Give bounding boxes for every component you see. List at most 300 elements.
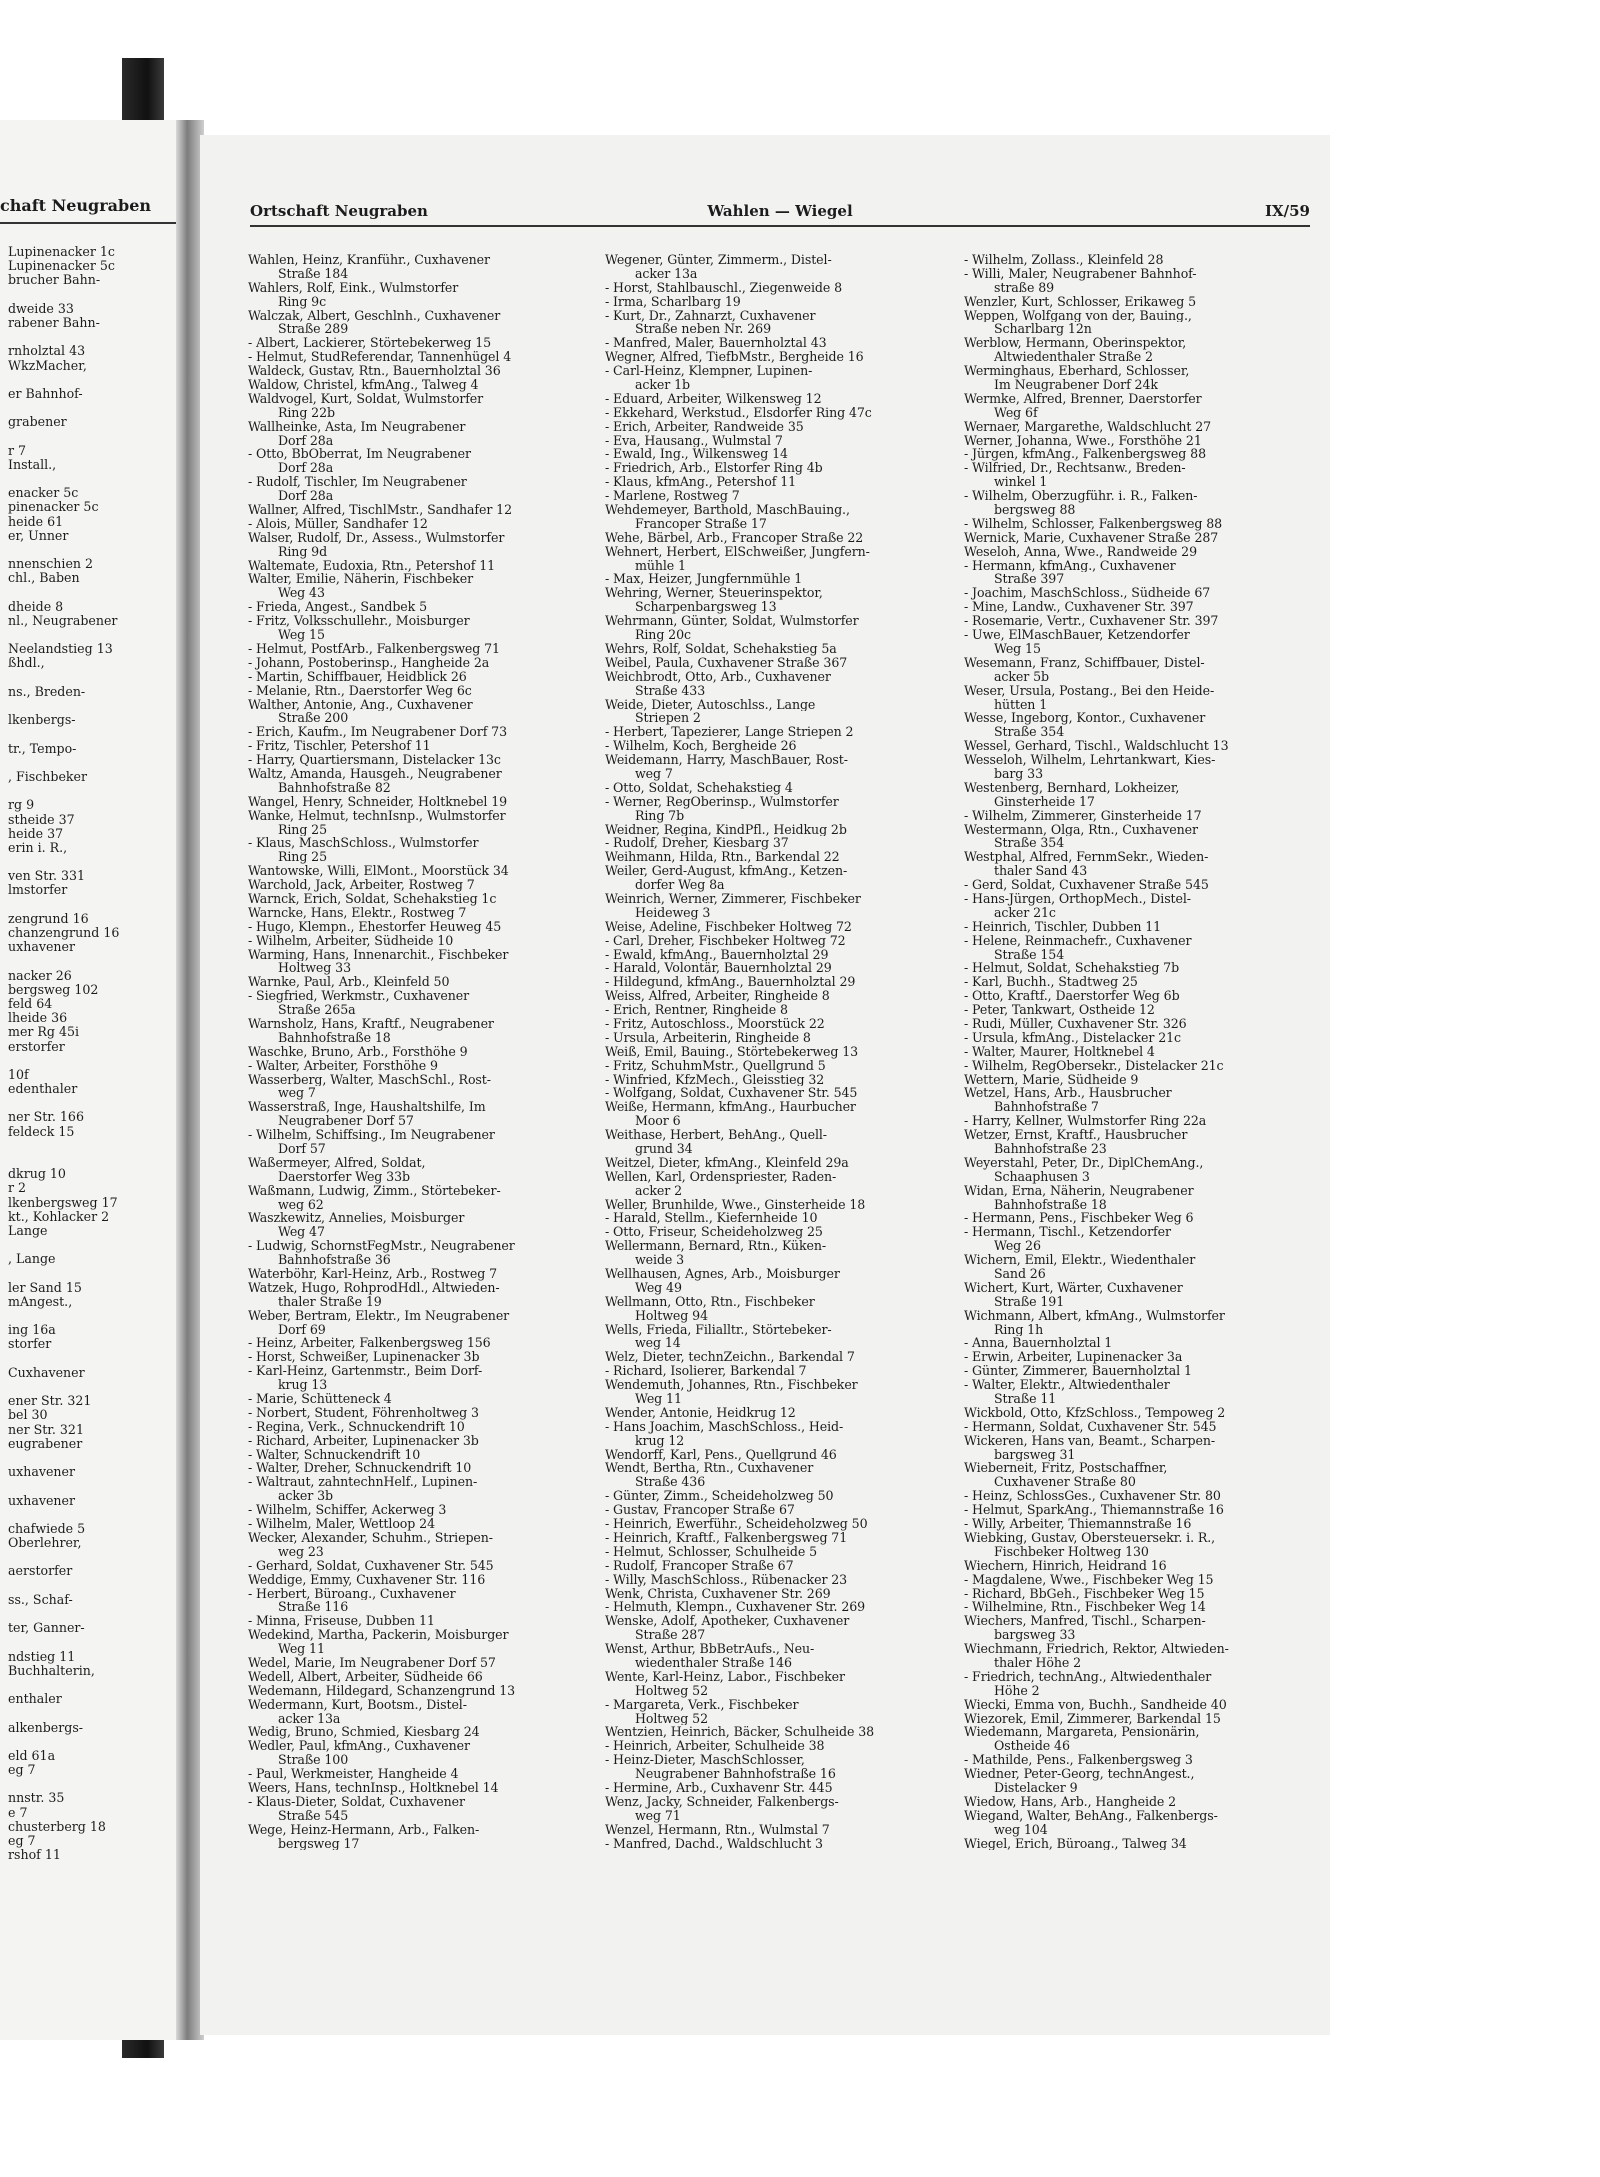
entry-continuation: mühle 1 — [635, 558, 686, 573]
directory-entry: - Hermann, Tischl., Ketzendorfer — [964, 1225, 1171, 1240]
directory-entry: - Werner, RegOberinsp., Wulmstorfer — [605, 794, 839, 809]
left-page-line — [8, 373, 178, 387]
directory-entry: - Helmut, SparkAng., Thiemannstraße 16 — [964, 1503, 1224, 1518]
entry-continuation: Holtweg 94 — [635, 1308, 708, 1323]
left-page-line: grabener — [8, 415, 67, 430]
directory-entry: Wecker, Alexander, Schuhm., Striepen- — [248, 1530, 493, 1545]
directory-entry: - Klaus, MaschSchloss., Wulmstorfer — [248, 836, 479, 851]
left-page-line — [8, 1267, 178, 1281]
entry-continuation: Bahnhofstraße 82 — [278, 780, 391, 795]
directory-entry: - Wilhelm, Maler, Wettloop 24 — [248, 1517, 435, 1531]
directory-entry: - Rosemarie, Vertr., Cuxhavener Str. 397 — [964, 614, 1219, 629]
directory-entry: Weise, Adeline, Fischbeker Holtweg 72 — [605, 919, 852, 934]
directory-entry: Warchold, Jack, Arbeiter, Rostweg 7 — [248, 878, 475, 892]
directory-entry: - Horst, Schweißer, Lupinenacker 3b — [248, 1350, 480, 1365]
left-page-line: nacker 26 — [8, 968, 72, 983]
entry-continuation: Weg 26 — [994, 1239, 1041, 1254]
directory-entry: Weber, Bertram, Elektr., Im Neugrabener — [248, 1308, 510, 1323]
directory-column-1 — [248, 253, 590, 1850]
directory-entry: - Heinz, Arbeiter, Falkenbergsweg 156 — [248, 1336, 491, 1351]
entry-continuation: Straße 11 — [994, 1392, 1057, 1406]
directory-entry: - Wilhelm, Schlosser, Falkenbergsweg 88 — [964, 516, 1223, 531]
directory-entry: Wedler, Paul, kfmAng., Cuxhavener — [248, 1739, 470, 1754]
entry-continuation: Straße 184 — [278, 266, 349, 281]
directory-entry: Wenst, Arthur, BbBetrAufs., Neu- — [605, 1642, 815, 1656]
directory-entry: Wiebking, Gustav, Obersteuersekr. i. R., — [964, 1530, 1216, 1545]
directory-entry: - Friedrich, technAng., Altwiedenthaler — [964, 1669, 1212, 1684]
entry-continuation: Ring 22b — [278, 405, 335, 420]
directory-entry: Wedekind, Martha, Packerin, Moisburger — [248, 1628, 509, 1643]
directory-entry: - Otto, Kraftf., Daerstorfer Weg 6b — [964, 989, 1180, 1004]
directory-entry: Wente, Karl-Heinz, Labor., Fischbeker — [605, 1669, 845, 1684]
directory-entry: Wellhausen, Agnes, Arb., Moisburger — [605, 1267, 840, 1281]
directory-entry: - Wolfgang, Soldat, Cuxhavener Str. 545 — [605, 1086, 858, 1101]
header-rule — [250, 225, 1310, 227]
entry-continuation: Fischbeker Holtweg 130 — [994, 1544, 1149, 1559]
left-page-line: ven Str. 331 — [8, 869, 86, 884]
directory-entry: Weiß, Emil, Bauing., Störtebekerweg 13 — [605, 1044, 859, 1059]
directory-entry: Warming, Hans, Innenarchit., Fischbeker — [248, 947, 509, 962]
directory-entry: - Willy, Arbeiter, Thiemannstraße 16 — [964, 1517, 1192, 1531]
directory-entry: Waldeck, Gustav, Rtn., Bauernholztal 36 — [248, 364, 501, 379]
directory-entry: - Wilhelm, Arbeiter, Südheide 10 — [248, 933, 454, 948]
directory-column-2 — [605, 253, 947, 1850]
directory-entry: - Marie, Schütteneck 4 — [248, 1392, 392, 1406]
directory-entry: - Max, Heizer, Jungfernmühle 1 — [605, 572, 803, 587]
directory-entry: Warncke, Hans, Elektr., Rostweg 7 — [248, 905, 467, 920]
left-page-line — [8, 1635, 178, 1649]
directory-entry: Wiegand, Walter, BehAng., Falkenbergs- — [964, 1808, 1218, 1823]
entry-continuation: Weg 15 — [278, 628, 325, 642]
directory-entry: Wiegel, Erich, Büroang., Talweg 34 — [964, 1836, 1187, 1851]
directory-entry: - Regina, Verk., Schnuckendrift 10 — [248, 1419, 465, 1434]
directory-entry: Waschke, Bruno, Arb., Forsthöhe 9 — [248, 1044, 468, 1059]
left-page-line: uxhavener — [8, 1493, 75, 1508]
left-page-line — [8, 472, 178, 486]
directory-entry: - Alois, Müller, Sandhafer 12 — [248, 516, 428, 531]
directory-entry: - Heinrich, Kraftf., Falkenbergsweg 71 — [605, 1530, 848, 1545]
entry-continuation: Dorf 57 — [278, 1142, 326, 1156]
entry-continuation: Daerstorfer Weg 33b — [278, 1169, 410, 1184]
left-page-line: lmstorfer — [8, 883, 68, 898]
directory-entry: Wantowske, Willi, ElMont., Moorstück 34 — [248, 864, 509, 879]
directory-entry: Wiedow, Hans, Arb., Hangheide 2 — [964, 1794, 1177, 1809]
entry-continuation: Im Neugrabener Dorf 24k — [994, 378, 1158, 392]
directory-entry: Wendt, Bertha, Rtn., Cuxhavener — [605, 1461, 814, 1476]
directory-entry: Wenzel, Hermann, Rtn., Wulmstal 7 — [605, 1822, 830, 1837]
entry-continuation: bergsweg 17 — [278, 1836, 360, 1851]
directory-entry: Wesseloh, Wilhelm, Lehrtankwart, Kies- — [964, 753, 1216, 767]
directory-entry: - Harry, Quartiersmann, Distelacker 13c — [248, 753, 501, 767]
directory-entry: Wahlen, Heinz, Kranführ., Cuxhavener — [248, 253, 490, 267]
directory-entry: Weichbrodt, Otto, Arb., Cuxhavener — [605, 669, 831, 684]
left-page-line — [8, 1777, 178, 1791]
directory-entry: - Ewald, Ing., Wilkensweg 14 — [605, 447, 788, 462]
directory-entry: - Wilhelm, Schiffer, Ackerweg 3 — [248, 1503, 447, 1518]
entry-continuation: Neugrabener Bahnhofstraße 16 — [635, 1767, 836, 1781]
left-page-line — [8, 1706, 178, 1720]
directory-entry: - Otto, Friseur, Scheideholzweg 25 — [605, 1225, 823, 1240]
left-page-line: nl., Neugrabener — [8, 613, 118, 628]
entry-continuation: acker 1b — [635, 378, 690, 392]
left-page-line — [8, 756, 178, 770]
entry-continuation: krug 13 — [278, 1378, 328, 1393]
left-page-line — [8, 727, 178, 741]
directory-entry: Wedig, Bruno, Schmied, Kiesbarg 24 — [248, 1725, 480, 1740]
directory-entry: Wesemann, Franz, Schiffbauer, Distel- — [964, 655, 1205, 670]
entry-continuation: weg 23 — [278, 1544, 324, 1559]
directory-entry: Wenk, Christa, Cuxhavener Str. 269 — [605, 1586, 831, 1601]
entry-continuation: Scharlbarg 12n — [994, 322, 1092, 337]
entry-continuation: Straße neben Nr. 269 — [635, 322, 771, 337]
left-page-line: ßhdl., — [8, 656, 45, 671]
left-page-line: er Bahnhof- — [8, 386, 83, 401]
directory-entry: - Walter, Elektr., Altwiedenthaler — [964, 1378, 1170, 1393]
entry-continuation: Schaaphusen 3 — [994, 1169, 1090, 1184]
directory-entry: Wesse, Ingeborg, Kontor., Cuxhavener — [964, 711, 1206, 726]
directory-entry: - Harald, Volontär, Bauernholztal 29 — [605, 961, 832, 976]
directory-entry: - Karl, Buchh., Stadtweg 25 — [964, 975, 1138, 990]
entry-continuation: straße 89 — [994, 280, 1055, 295]
left-page-line — [8, 1054, 178, 1068]
directory-entry: - Hermann, kfmAng., Cuxhavener — [964, 558, 1176, 573]
left-page-line: erin i. R., — [8, 840, 68, 855]
left-page-line: heide 61 — [8, 514, 64, 529]
left-page-line: , Lange — [8, 1252, 56, 1267]
directory-entry: Wichern, Emil, Elektr., Wiedenthaler — [964, 1253, 1196, 1268]
entry-continuation: Ring 20c — [635, 628, 691, 642]
left-page-line: ss., Schaf- — [8, 1592, 73, 1607]
directory-entry: Weyerstahl, Peter, Dr., DiplChemAng., — [964, 1155, 1204, 1170]
left-page-line: stheide 37 — [8, 812, 75, 827]
entry-continuation: weg 7 — [278, 1086, 316, 1101]
left-page-line: dweide 33 — [8, 301, 74, 316]
directory-entry: Waßmann, Ludwig, Zimm., Störtebeker- — [248, 1183, 501, 1198]
left-page-line: erstorfer — [8, 1039, 65, 1054]
entry-continuation: Straße 287 — [635, 1628, 706, 1643]
entry-continuation: Dorf 28a — [278, 489, 334, 504]
left-page-line: lheide 36 — [8, 1011, 68, 1026]
directory-entry: Wehnert, Herbert, ElSchweißer, Jungfern- — [605, 544, 870, 559]
directory-entry: Waßermeyer, Alfred, Soldat, — [248, 1155, 426, 1170]
directory-entry: Wedel, Marie, Im Neugrabener Dorf 57 — [248, 1655, 496, 1670]
directory-entry: - Günter, Zimmerer, Bauernholztal 1 — [964, 1364, 1192, 1379]
directory-entry: Wessel, Gerhard, Tischl., Waldschlucht 13 — [964, 739, 1229, 754]
entry-continuation: Ginsterheide 17 — [994, 794, 1095, 809]
left-page-line — [8, 699, 178, 713]
directory-entry: - Melanie, Rtn., Daerstorfer Weg 6c — [248, 683, 472, 698]
left-page-line: uxhavener — [8, 940, 75, 955]
left-page-line — [8, 401, 178, 415]
entry-continuation: Straße 154 — [994, 947, 1065, 962]
left-page-rule — [0, 222, 180, 224]
left-page-line: heide 37 — [8, 826, 64, 841]
directory-entry: Waszkewitz, Annelies, Moisburger — [248, 1211, 465, 1226]
left-page-line: feldeck 15 — [8, 1124, 75, 1139]
entry-continuation: Straße 354 — [994, 836, 1065, 851]
entry-continuation: acker 13a — [635, 266, 698, 281]
left-page-line: kt., Kohlacker 2 — [8, 1209, 110, 1224]
left-page-line — [8, 1352, 178, 1366]
directory-entry: - Jürgen, kfmAng., Falkenbergsweg 88 — [964, 447, 1206, 462]
left-page-line: rabener Bahn- — [8, 315, 100, 330]
directory-entry: - Helene, Reinmachefr., Cuxhavener — [964, 933, 1192, 948]
directory-entry: Wedemann, Hildegard, Schanzengrund 13 — [248, 1683, 516, 1698]
directory-page — [200, 135, 1330, 2035]
left-page-line: r 2 — [8, 1181, 27, 1196]
directory-entry: Wangel, Henry, Schneider, Holtknebel 19 — [248, 794, 508, 809]
directory-entry: - Carl-Heinz, Klempner, Lupinen- — [605, 364, 813, 379]
entry-continuation: Bahnhofstraße 18 — [994, 1197, 1107, 1212]
directory-entry: Weitzel, Dieter, kfmAng., Kleinfeld 29a — [605, 1155, 849, 1170]
directory-entry: - Helmut, PostfArb., Falkenbergsweg 71 — [248, 641, 500, 656]
left-page-line: eld 61a — [8, 1748, 56, 1763]
left-page-line: chanzengrund 16 — [8, 926, 120, 940]
left-page-line: WkzMacher, — [8, 358, 87, 373]
directory-entry: - Hans Joachim, MaschSchloss., Heid- — [605, 1419, 844, 1434]
directory-entry: - Harald, Stellm., Kiefernheide 10 — [605, 1211, 818, 1226]
left-page-line — [8, 1309, 178, 1323]
entry-continuation: Ring 25 — [278, 850, 328, 865]
entry-continuation: Ostheide 46 — [994, 1739, 1070, 1754]
entry-continuation: Ring 9d — [278, 544, 328, 559]
directory-entry: Wanke, Helmut, technIsnp., Wulmstorfer — [248, 808, 506, 823]
directory-entry: - Hermann, Pens., Fischbeker Weg 6 — [964, 1211, 1194, 1226]
entry-continuation: thaler Straße 19 — [278, 1294, 382, 1309]
directory-entry: Wender, Antonie, Heidkrug 12 — [605, 1405, 796, 1420]
entry-continuation: Straße 289 — [278, 322, 349, 337]
directory-entry: Weidemann, Harry, MaschBauer, Rost- — [605, 753, 848, 767]
left-page-line — [8, 855, 178, 869]
directory-entry: - Rudolf, Francoper Straße 67 — [605, 1558, 794, 1573]
directory-entry: - Frieda, Angest., Sandbek 5 — [248, 600, 427, 615]
directory-entry: - Mine, Landw., Cuxhavener Str. 397 — [964, 600, 1194, 615]
directory-entry: Wedell, Albert, Arbeiter, Südheide 66 — [248, 1669, 483, 1684]
entry-continuation: Altwiedenthaler Straße 2 — [994, 350, 1153, 365]
entry-continuation: grund 34 — [635, 1142, 693, 1156]
left-page-line: lkenbergs- — [8, 713, 76, 728]
directory-entry: - Waltraut, zahntechnHelf., Lupinen- — [248, 1475, 478, 1490]
left-page-line: storfer — [8, 1337, 52, 1352]
directory-entry: Weinrich, Werner, Zimmerer, Fischbeker — [605, 891, 861, 906]
entry-continuation: Ring 1h — [994, 1322, 1044, 1337]
entry-continuation: Weg 6f — [994, 405, 1038, 420]
directory-entry: - Winfried, KfzMech., Gleisstieg 32 — [605, 1072, 825, 1087]
directory-entry: - Erich, Kaufm., Im Neugrabener Dorf 73 — [248, 725, 507, 740]
entry-continuation: Sand 26 — [994, 1267, 1046, 1281]
left-page-line: ns., Breden- — [8, 684, 86, 699]
entry-continuation: Distelacker 9 — [994, 1780, 1078, 1795]
left-page-line: e 7 — [8, 1805, 28, 1820]
left-page-line — [8, 288, 178, 302]
left-page-line: brucher Bahn- — [8, 273, 101, 288]
entry-continuation: Weg 49 — [635, 1280, 682, 1295]
left-page-line — [8, 1139, 178, 1153]
directory-column-3 — [964, 253, 1306, 1850]
directory-entry: - Manfred, Maler, Bauernholztal 43 — [605, 336, 827, 351]
directory-entry: - Paul, Werkmeister, Hangheide 4 — [248, 1767, 459, 1781]
left-page-line — [8, 586, 178, 600]
directory-entry: Wenske, Adolf, Apotheker, Cuxhavener — [605, 1614, 850, 1629]
entry-continuation: weide 3 — [635, 1253, 685, 1268]
entry-continuation: bargsweg 31 — [994, 1447, 1076, 1462]
left-page-line — [8, 1153, 178, 1167]
left-page-line: mer Rg 45i — [8, 1025, 80, 1040]
left-page-line — [8, 1238, 178, 1252]
directory-entry: Warnck, Erich, Soldat, Schehakstieg 1c — [248, 891, 497, 906]
entry-continuation: hütten 1 — [994, 697, 1048, 712]
directory-entry: Wernaer, Margarethe, Waldschlucht 27 — [964, 419, 1212, 434]
directory-entry: Weibel, Paula, Cuxhavener Straße 367 — [605, 655, 848, 670]
directory-entry: Wellermann, Bernard, Rtn., Küken- — [605, 1239, 827, 1254]
directory-entry: Waldow, Christel, kfmAng., Talweg 4 — [248, 378, 479, 392]
left-page-line: rnholztal 43 — [8, 344, 86, 359]
directory-entry: Wehrs, Rolf, Soldat, Schehakstieg 5a — [605, 641, 837, 656]
left-page-line — [8, 1607, 178, 1621]
directory-entry: Wasserberg, Walter, MaschSchl., Rost- — [248, 1072, 491, 1087]
directory-entry: Weiss, Alfred, Arbeiter, Ringheide 8 — [605, 989, 830, 1004]
directory-entry: - Erich, Arbeiter, Randweide 35 — [605, 419, 804, 434]
directory-entry: - Carl, Dreher, Fischbeker Holtweg 72 — [605, 933, 846, 948]
directory-entry: - Hermann, Soldat, Cuxhavener Str. 545 — [964, 1419, 1217, 1434]
left-page-line: zengrund 16 — [8, 911, 89, 926]
directory-entry: - Minna, Friseuse, Dubben 11 — [248, 1614, 435, 1629]
directory-entry: - Walter, Schnuckendrift 10 — [248, 1447, 421, 1462]
directory-entry: Weiler, Gerd-August, kfmAng., Ketzen- — [605, 864, 848, 879]
directory-entry: - Wilhelm, Schiffsing., Im Neugrabener — [248, 1128, 495, 1142]
directory-entry: - Marlene, Rostweg 7 — [605, 489, 740, 504]
left-page-line — [8, 429, 178, 443]
left-page-line: ner Str. 321 — [8, 1422, 84, 1437]
entry-continuation: Ring 25 — [278, 822, 328, 837]
directory-entry: Watzek, Hugo, RohprodHdl., Altwieden- — [248, 1280, 500, 1295]
left-page-line: 10f — [8, 1067, 29, 1082]
entry-continuation: weg 71 — [635, 1808, 681, 1823]
directory-entry: - Uwe, ElMaschBauer, Ketzendorfer — [964, 628, 1190, 642]
left-page-line: edenthaler — [8, 1082, 78, 1097]
directory-entry: - Joachim, MaschSchloss., Südheide 67 — [964, 586, 1211, 601]
directory-entry: - Helmut, Schlosser, Schulheide 5 — [605, 1544, 818, 1559]
entry-continuation: Weg 15 — [994, 641, 1041, 656]
directory-entry: Wichert, Kurt, Wärter, Cuxhavener — [964, 1280, 1183, 1295]
entry-continuation: Straße 200 — [278, 711, 349, 726]
entry-continuation: Bahnhofstraße 18 — [278, 1030, 391, 1045]
directory-entry: Wege, Heinz-Hermann, Arb., Falken- — [248, 1822, 480, 1837]
directory-entry: - Mathilde, Pens., Falkenbergsweg 3 — [964, 1753, 1193, 1768]
entry-continuation: Straße 100 — [278, 1753, 349, 1768]
directory-entry: - Richard, Arbeiter, Lupinenacker 3b — [248, 1433, 479, 1448]
directory-entry: - Walter, Maurer, Holtknebel 4 — [964, 1044, 1155, 1059]
left-page-line: ndstieg 11 — [8, 1649, 76, 1664]
directory-entry: Walser, Rudolf, Dr., Assess., Wulmstorfer — [248, 530, 505, 545]
directory-entry: Walczak, Albert, Geschlnh., Cuxhavener — [248, 308, 501, 323]
directory-entry: Westphal, Alfred, FernmSekr., Wieden- — [964, 850, 1209, 865]
entry-continuation: Straße 354 — [994, 725, 1065, 740]
directory-entry: - Gustav, Francoper Straße 67 — [605, 1503, 795, 1518]
directory-entry: Wendorff, Karl, Pens., Quellgrund 46 — [605, 1447, 837, 1462]
directory-entry: - Willi, Maler, Neugrabener Bahnhof- — [964, 266, 1197, 281]
left-page-line: ner Str. 166 — [8, 1110, 84, 1125]
directory-entry: Werminghaus, Eberhard, Schlosser, — [964, 364, 1190, 379]
left-page-edge — [0, 120, 190, 2040]
directory-entry: Waldvogel, Kurt, Soldat, Wulmstorfer — [248, 391, 484, 406]
directory-entry: Wiezorek, Emil, Zimmerer, Barkendal 15 — [964, 1711, 1221, 1726]
entry-continuation: weg 62 — [278, 1197, 324, 1212]
entry-continuation: Ring 9c — [278, 294, 327, 309]
entry-continuation: Dorf 69 — [278, 1322, 326, 1337]
left-page-line: feld 64 — [8, 996, 53, 1011]
directory-entry: Wellen, Karl, Ordenspriester, Raden- — [605, 1169, 837, 1184]
header-name-range: Wahlen — Wiegel — [707, 202, 853, 220]
directory-entry: - Heinrich, Arbeiter, Schulheide 38 — [605, 1739, 825, 1754]
directory-entry: Wasserstraß, Inge, Haushaltshilfe, Im — [248, 1100, 486, 1115]
directory-entry: - Karl-Heinz, Gartenmstr., Beim Dorf- — [248, 1364, 483, 1379]
directory-entry: Wiedner, Peter-Georg, technAngest., — [964, 1767, 1195, 1781]
left-page-line — [8, 1380, 178, 1394]
directory-entry: Weidner, Regina, KindPfl., Heidkug 2b — [605, 822, 847, 837]
directory-entry: Weihmann, Hilda, Rtn., Barkendal 22 — [605, 850, 840, 865]
directory-entry: - Wilhelm, Zimmerer, Ginsterheide 17 — [964, 808, 1202, 823]
entry-continuation: Straße 191 — [994, 1294, 1065, 1309]
left-page-line — [8, 1508, 178, 1522]
entry-continuation: Straße 265a — [278, 1003, 356, 1017]
left-page-line — [8, 628, 178, 642]
entry-continuation: Holtweg 52 — [635, 1711, 708, 1726]
left-page-text — [8, 245, 178, 1862]
entry-continuation: Weg 47 — [278, 1225, 325, 1240]
directory-entry: Weppen, Wolfgang von der, Bauing., — [964, 308, 1192, 323]
left-page-line: lkenbergsweg 17 — [8, 1195, 118, 1210]
directory-entry: - Ludwig, SchornstFegMstr., Neugrabener — [248, 1239, 515, 1254]
left-page-line: rshof 11 — [8, 1848, 61, 1863]
left-page-line — [8, 671, 178, 685]
directory-entry: - Ewald, kfmAng., Bauernholztal 29 — [605, 947, 829, 962]
directory-entry: - Eduard, Arbeiter, Wilkensweg 12 — [605, 391, 822, 406]
directory-entry: Wedermann, Kurt, Bootsm., Distel- — [248, 1697, 467, 1712]
directory-entry: Walter, Emilie, Näherin, Fischbeker — [248, 572, 473, 587]
header-locality: Ortschaft Neugraben — [250, 202, 428, 220]
entry-continuation: Cuxhavener Straße 80 — [994, 1475, 1136, 1490]
directory-entry: - Heinrich, Ewerführ., Scheideholzweg 50 — [605, 1517, 868, 1531]
entry-continuation: Neugrabener Dorf 57 — [278, 1114, 414, 1129]
entry-continuation: krug 12 — [635, 1433, 685, 1448]
entry-continuation: weg 104 — [994, 1822, 1048, 1837]
directory-entry: - Irma, Scharlbarg 19 — [605, 294, 741, 309]
directory-entry: Walther, Antonie, Ang., Cuxhavener — [248, 697, 473, 712]
directory-entry: Wettern, Marie, Südheide 9 — [964, 1072, 1139, 1087]
left-page-line: , Fischbeker — [8, 769, 88, 784]
left-page-line: dkrug 10 — [8, 1167, 66, 1182]
directory-entry: Weller, Brunhilde, Wwe., Ginsterheide 18 — [605, 1197, 866, 1212]
directory-entry: Weseloh, Anna, Wwe., Randweide 29 — [964, 544, 1197, 559]
directory-entry: Westermann, Olga, Rtn., Cuxhavener — [964, 822, 1198, 837]
directory-entry: Wiechmann, Friedrich, Rektor, Altwieden- — [964, 1642, 1229, 1656]
directory-entry: Weser, Ursula, Postang., Bei den Heide- — [964, 683, 1215, 698]
directory-entry: - Ekkehard, Werkstud., Elsdorfer Ring 47c — [605, 405, 872, 420]
directory-entry: Wiechers, Manfred, Tischl., Scharpen- — [964, 1614, 1206, 1629]
entry-continuation: Straße 433 — [635, 683, 706, 698]
left-page-line: eugrabener — [8, 1436, 83, 1451]
left-page-line: chusterberg 18 — [8, 1819, 106, 1834]
directory-entry: - Wilhelmine, Rtn., Fischbeker Weg 14 — [964, 1600, 1206, 1615]
directory-entry: Wallheinke, Asta, Im Neugrabener — [248, 419, 466, 434]
directory-entry: - Johann, Postoberinsp., Hangheide 2a — [248, 655, 490, 670]
left-page-line: alkenbergs- — [8, 1720, 84, 1735]
directory-entry: Waterböhr, Karl-Heinz, Arb., Rostweg 7 — [248, 1267, 498, 1281]
directory-entry: - Herbert, Tapezierer, Lange Striepen 2 — [605, 725, 854, 740]
left-page-line: Neelandstieg 13 — [8, 642, 113, 657]
left-page-line: aerstorfer — [8, 1564, 73, 1579]
